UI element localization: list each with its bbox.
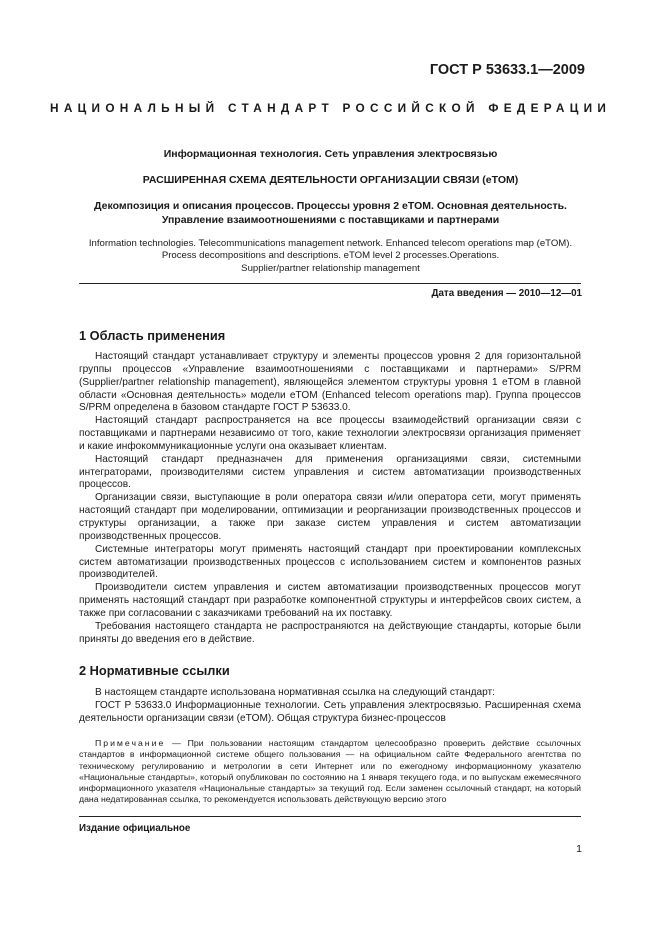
paragraph: Настоящий стандарт распространяется на все процессы взаимодействий организации связи с поставщиками и партнерами независимо от того, какие технологии электросвязи организация применяет и какие инфокоммуникационные услуги она оказывает клиентам. [79,415,581,452]
title-subtitle-line-b: Управление взаимоотношениями с поставщиками и партнерами [161,214,500,226]
divider-bottom [79,816,581,817]
paragraph: ГОСТ Р 53633.0 Информационные технологии. Сеть управления электросвязью. Расширенная схема деятельности организации связи (eTOM). Общая структура бизнес-процессов [79,699,581,724]
note-text: — При пользовании настоящим стандартом целесообразно проверить действие ссылочных стандартов в информационной системе общего пользования — на официальном сайте Федерального агентства по техническому регулированию и метрологии в сети Интернет или по ежегодному информационному указателю «Национальные стандарты», который опубликован по состоянию на 1 января текущего года, и по выпускам ежемесячного информационного указателя «Национальные стандарты» за текущий год. Если заменен ссылочный стандарт, на который дана недатированная ссылка, то рекомендуется использовать действующую версию этого [79,738,581,805]
paragraph: Настоящий стандарт устанавливает структуру и элементы процессов уровня 2 для горизонтальной группы процессов «Управление взаимоотношениями с поставщиками и партнерами» S/PRM (Supplier/partner relationship management), являющейся элементом структуры уровня 1 eTOM в главной области «Основная деятельность» модели eTOM (Enhanced telecom operations map). Группа процессов S/PRM определена в базовом стандарте ГОСТ Р 53633.0. [79,351,581,414]
paragraph: Производители систем управления и систем автоматизации производственных процессов могут применять настоящий стандарт при разработке компонентной структуры и интерфейсов своих систем, а также при согласовании с заказчиками требований на их поставку. [79,582,581,619]
divider-top [79,283,581,284]
title-line-1: Информационная технология. Сеть управления электросвязью [163,148,498,160]
intro-date: Дата введения — 2010—12—01 [431,288,582,299]
english-title [30,238,631,275]
section-1-body [79,351,581,646]
paragraph: Требования настоящего стандарта не распространяются на действующие стандарты, которые были приняты до введения его в действие. [79,620,581,645]
paragraph: Организации связи, выступающие в роли оператора связи и/или оператора сети, могут применять настоящий стандарт при моделировании, оптимизации и реорганизации производственных процессов и структуры организации, а также при заказе систем управления и систем автоматизации производственных процессов. [79,492,581,542]
paragraph: Системные интеграторы могут применять настоящий стандарт при проектировании комплексных систем автоматизации производственных процессов с использованием систем и компонентов разных производителей. [79,543,581,581]
national-standard-heading: НАЦИОНАЛЬНЫЙ СТАНДАРТ РОССИЙСКОЙ ФЕДЕРАЦИИ [50,101,612,115]
paragraph: В настоящем стандарте использована нормативная ссылка на следующий стандарт: [95,687,495,698]
english-title-line-1: Information technologies. Telecommunications management network. Enhanced telecom operations map (eTOM). [88,238,573,249]
title-subtitle-line-a: Декомпозиция и описания процессов. Процессы уровня 2 eTOM. Основная деятельность. [94,200,567,212]
english-title-line-3: Supplier/partner relationship management [241,262,420,274]
note-paragraph [79,738,581,806]
section-2-body [79,687,581,726]
title-subtitle [30,199,631,227]
note-label: Примечание [95,738,166,748]
edition-label: Издание официальное [79,823,191,834]
english-title-line-2: Process decompositions and descriptions. eTOM level 2 processes.Operations. [161,250,500,262]
note-block [79,738,581,806]
section-2-heading: 2 Нормативные ссылки [79,663,230,678]
section-1-heading: 1 Область применения [79,328,226,343]
paragraph: Настоящий стандарт предназначен для применения организациями связи, системными интеграторами, производителями систем управления и систем автоматизации производственных процессов. [79,453,581,491]
document-code: ГОСТ Р 53633.1—2009 [429,62,585,78]
title-main: РАСШИРЕННАЯ СХЕМА ДЕЯТЕЛЬНОСТИ ОРГАНИЗАЦИИ СВЯЗИ (eTOM) [142,174,519,186]
page-number: 1 [576,843,582,855]
